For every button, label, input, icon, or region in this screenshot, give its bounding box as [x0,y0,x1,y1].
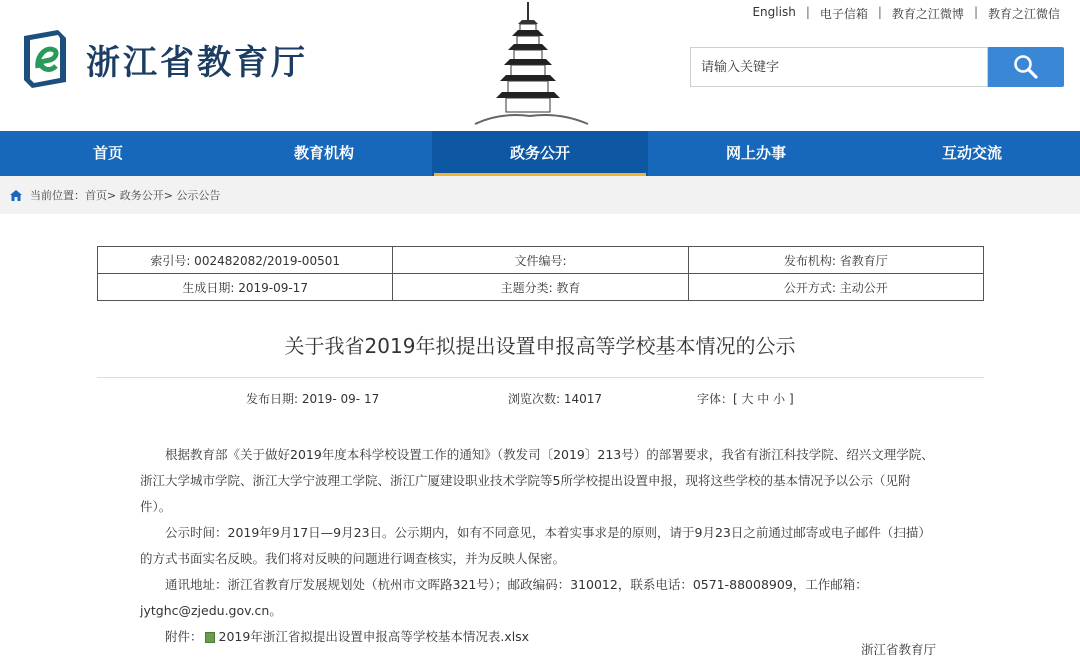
attachment [140,624,940,650]
breadcrumb-path[interactable]: 首页> 政务公开> 公示公告 [85,189,221,202]
nav-interaction[interactable]: 互动交流 [941,144,1002,162]
publish-date: 发布日期: 2019- 09- 17 [246,392,380,406]
search-button[interactable] [988,47,1064,87]
paragraph: 根据教育部《关于做好2019年度本科学校设置工作的通知》（教发司〔2019〕213号）的部署要求，我省有浙江科技学院、绍兴文理学院、浙江大学城市学院、浙江大学宁波理工学院、浙江广厦建设职业技术学院等5所学校提出设置申报，现将这些学校的基本情况予以公示（见附件）。 [140,447,934,514]
meta-index-number: 索引号: 002482082/2019-00501 [98,247,393,274]
font-size-switcher[interactable]: 字体：[ 大 中 小 ] [697,392,794,406]
table-row [98,247,984,274]
table-row [98,274,984,301]
view-count: 浏览次数: 14017 [508,392,603,406]
excel-file-icon [205,632,215,643]
meta-topic: 主题分类: 教育 [393,274,688,301]
document-meta-table [97,246,984,301]
weibo-link[interactable]: 教育之江微博 [891,7,964,21]
email-link[interactable]: 电子信箱 [819,7,868,21]
wechat-link[interactable]: 教育之江微信 [987,7,1060,21]
site-header [0,0,1080,131]
article-body [140,442,940,650]
main-nav [0,131,1080,176]
top-links: English | 电子信箱 | 教育之江微博 | 教育之江微信 [752,5,1060,21]
meta-disclosure-mode: 公开方式: 主动公开 [688,274,983,301]
site-logo[interactable] [20,30,308,88]
pagoda-illustration [470,0,590,128]
divider [97,377,984,378]
logo-icon [20,30,70,88]
breadcrumb-prefix: 当前位置： [30,189,85,202]
site-name: 浙江省教育厅 [86,42,308,83]
nav-institutions[interactable]: 教育机构 [293,144,354,162]
search-icon [1013,54,1039,80]
breadcrumb [0,176,1080,214]
meta-publisher: 发布机构: 省教育厅 [688,247,983,274]
english-link[interactable]: English [752,5,796,19]
signature: 浙江省教育厅 [861,642,937,657]
paragraph: 公示时间：2019年9月17日—9月23日。公示期内，如有不同意见，本着实事求是的原则，请于9月23日之前通过邮寄或电子邮件（扫描）的方式书面实名反映。我们将对反映的问题进行调查核实，并为反映人保密。 [140,525,931,566]
nav-online-services[interactable]: 网上办事 [725,144,786,162]
meta-created-date: 生成日期: 2019-09-17 [98,274,393,301]
home-icon [10,190,22,201]
meta-document-number: 文件编号: [393,247,688,274]
article-title: 关于我省2019年拟提出设置申报高等学校基本情况的公示 [284,334,796,358]
nav-government-affairs[interactable]: 政务公开 [432,131,648,176]
nav-home[interactable]: 首页 [92,144,123,162]
attachment-label: 附件： [165,629,203,644]
search-bar [690,47,1064,87]
search-input[interactable] [690,47,988,87]
attachment-link[interactable]: 2019年浙江省拟提出设置申报高等学校基本情况表.xlsx [218,629,530,644]
paragraph: 通讯地址：浙江省教育厅发展规划处（杭州市文晖路321号）；邮政编码：310012，联系电话：0571-88008909，工作邮箱：jytghc@zjedu.gov.cn。 [140,577,868,618]
